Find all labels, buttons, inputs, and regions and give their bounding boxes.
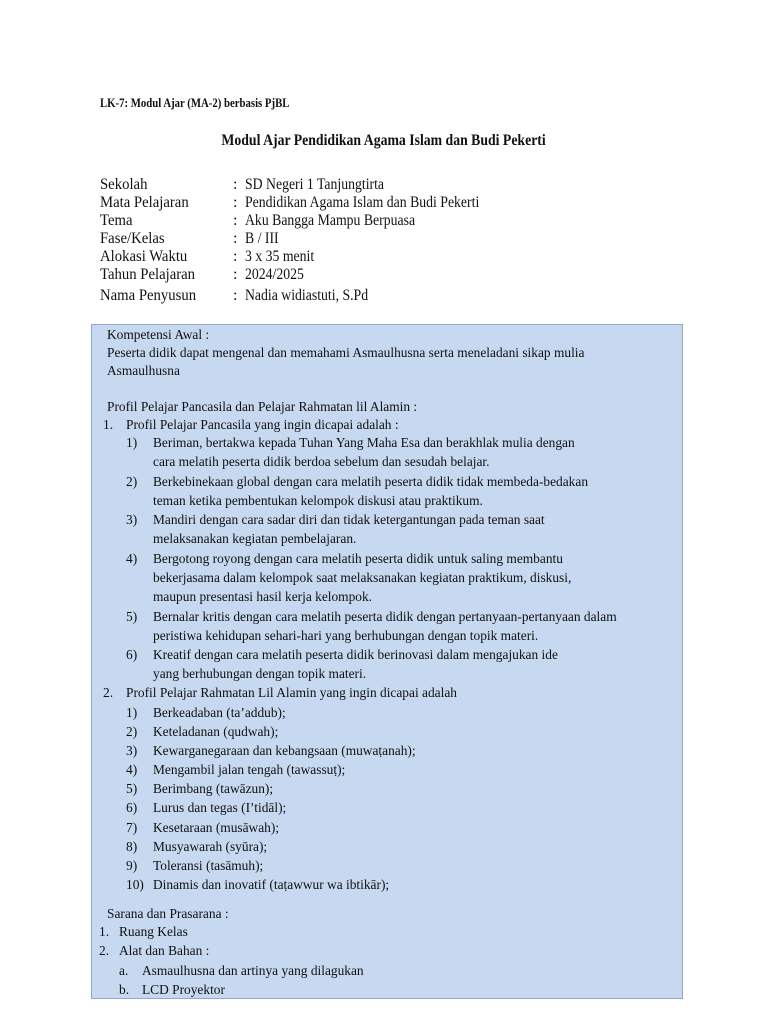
identity-key: Tahun Pelajaran [100,266,196,283]
identity-value: 3 x 35 menit [245,248,315,265]
list-item-number: 3) [126,743,138,758]
section-label: Profil Pelajar Pancasila yang ingin dicapai adalah : [126,417,399,432]
list-item-line: Kreatif dengan cara melatih peserta didik berinovasi dalam mengajukan ide [153,647,558,662]
sarana-subitem-letter: a. [119,963,129,978]
list-item-line: teman ketika pembentukan kelompok diskusi atau praktikum. [153,493,483,508]
identity-key: Mata Pelajaran [100,194,189,211]
section-number: 2. [103,685,114,700]
list-item-number: 5) [126,781,138,796]
list-item-line: Lurus dan tegas (I’tidāl); [153,800,287,815]
list-item-line: maupun presentasi hasil kerja kelompok. [153,589,373,604]
list-item-number: 6) [126,647,138,662]
identity-key: Tema [100,212,133,229]
sarana-subitem-label: Asmaulhusna dan artinya yang dilagukan [142,963,364,978]
list-item-number: 5) [126,609,138,624]
section-number: 1. [103,417,114,432]
list-item-number: 2) [126,724,138,739]
identity-colon: : [233,230,238,247]
sarana-subitem-letter: b. [119,982,130,997]
list-item-number: 4) [126,762,138,777]
list-item-number: 6) [126,800,138,815]
sarana-item-label: Alat dan Bahan : [119,943,210,958]
sarana-heading: Sarana dan Prasarana : [107,906,229,921]
profil-heading: Profil Pelajar Pancasila dan Pelajar Rahmatan lil Alamin : [107,399,418,414]
list-item-line: Beriman, bertakwa kepada Tuhan Yang Maha Esa dan berakhlak mulia dengan [153,435,575,450]
list-item-line: cara melatih peserta didik berdoa sebelum dan sesudah belajar. [153,454,490,469]
identity-value: 2024/2025 [245,266,304,283]
identity-colon: : [233,287,238,304]
list-item-line: peristiwa kehidupan sehari-hari yang berhubungan dengan topik materi. [153,628,539,643]
sarana-item-number: 2. [99,943,110,958]
list-item-line: Berkebinekaan global dengan cara melatih peserta didik tidak membeda-bedakan [153,474,589,489]
list-item-number: 7) [126,820,138,835]
kompetensi-line: Asmaulhusna [107,363,180,378]
list-item-line: Dinamis dan inovatif (taṭawwur wa ibtikār); [153,877,390,892]
list-item-line: Bergotong royong dengan cara melatih peserta didik untuk saling membantu [153,551,563,566]
list-item-line: Bernalar kritis dengan cara melatih peserta didik dengan pertanyaan-pertanyaan dalam [153,609,617,624]
list-item-number: 1) [126,705,138,720]
identity-colon: : [233,176,238,193]
identity-key: Nama Penyusun [100,287,197,304]
list-item-line: Mengambil jalan tengah (tawassuṭ); [153,762,346,777]
identity-value: SD Negeri 1 Tanjungtirta [245,176,385,193]
header-label: LK-7: Modul Ajar (MA-2) berbasis PjBL [100,96,290,110]
identity-value: Aku Bangga Mampu Berpuasa [245,212,416,229]
list-item-line: Keteladanan (qudwah); [153,724,279,739]
list-item-number: 10) [126,877,144,892]
list-item-line: Kewarganegaraan dan kebangsaan (muwaṭanah); [153,743,416,758]
document-title [0,132,768,150]
identity-colon: : [233,212,238,229]
identity-colon: : [233,194,238,211]
sarana-item-number: 1. [99,924,110,939]
identity-value: Pendidikan Agama Islam dan Budi Pekerti [245,194,480,211]
kompetensi-line: Peserta didik dapat mengenal dan memahami Asmaulhusna serta meneladani sikap mulia [107,345,585,360]
kompetensi-heading: Kompetensi Awal : [107,327,210,342]
document-title-text: Modul Ajar Pendidikan Agama Islam dan Budi Pekerti [221,132,547,149]
list-item-line: Musyawarah (syūra); [153,839,268,854]
list-item-line: Berimbang (tawāzun); [153,781,274,796]
identity-key: Alokasi Waktu [100,248,188,265]
list-item-number: 9) [126,858,138,873]
list-item-line: melaksanakan kegiatan pembelajaran. [153,531,357,546]
list-item-line: Berkeadaban (ta’addub); [153,705,286,720]
list-item-number: 3) [126,512,138,527]
list-item-number: 8) [126,839,138,854]
sarana-item-label: Ruang Kelas [119,924,188,939]
list-item-line: Mandiri dengan cara sadar diri dan tidak ketergantungan pada teman saat [153,512,545,527]
identity-colon: : [233,266,238,283]
identity-value: B / III [245,230,279,247]
identity-colon: : [233,248,238,265]
section-label: Profil Pelajar Rahmatan Lil Alamin yang ingin dicapai adalah [126,685,457,700]
identity-key: Sekolah [100,176,148,193]
identity-key: Fase/Kelas [100,230,165,247]
list-item-number: 4) [126,551,138,566]
content-box [91,324,683,999]
sarana-subitem-label: LCD Proyektor [142,982,225,997]
identity-value: Nadia widiastuti, S.Pd [245,287,369,304]
list-item-line: Kesetaraan (musāwah); [153,820,280,835]
list-item-number: 1) [126,435,138,450]
list-item-line: bekerjasama dalam kelompok saat melaksanakan kegiatan praktikum, diskusi, [153,570,572,585]
list-item-number: 2) [126,474,138,489]
list-item-line: Toleransi (tasāmuh); [153,858,264,873]
list-item-line: yang berhubungan dengan topik materi. [153,666,367,681]
